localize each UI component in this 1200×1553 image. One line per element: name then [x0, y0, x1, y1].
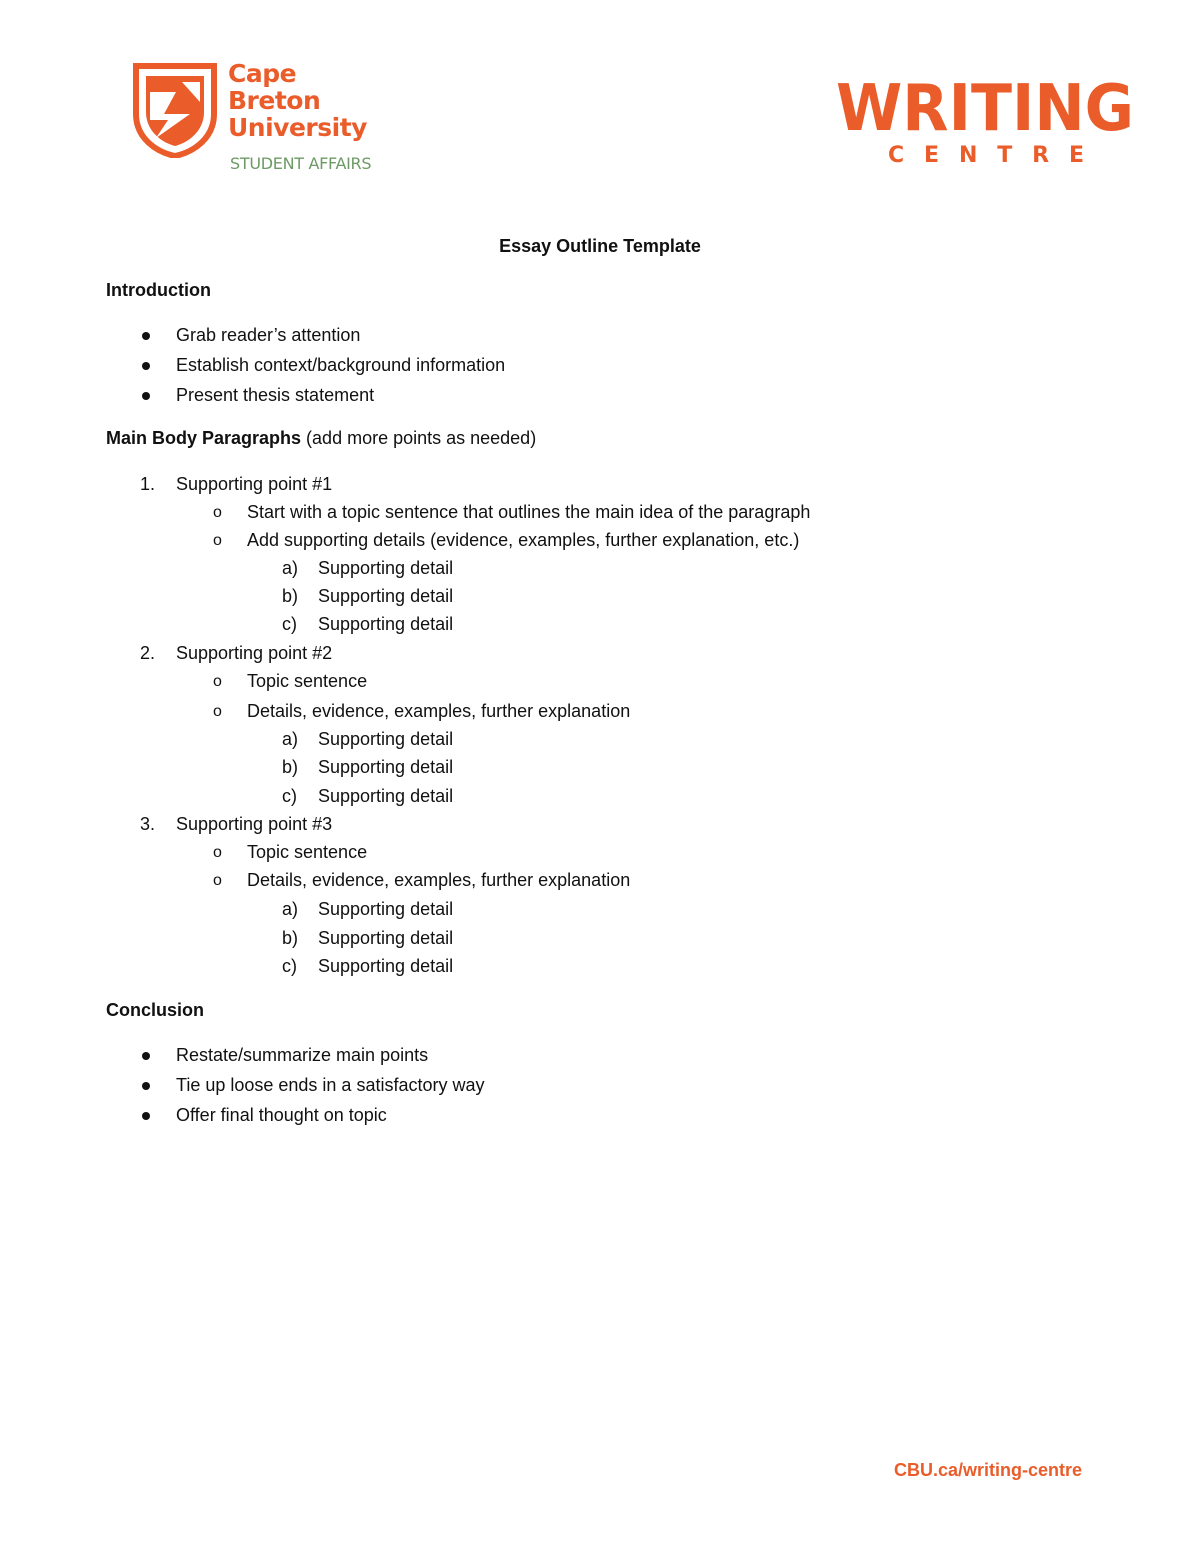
detail-text: Supporting detail — [318, 558, 454, 578]
main-body-heading-text: Main Body Paragraphs — [106, 428, 302, 448]
detail-marker: c) — [282, 956, 297, 976]
bullet-icon — [142, 362, 150, 370]
circle-bullet-icon: o — [213, 532, 222, 549]
conclusion-bullet-text: Tie up loose ends in a satisfactory way — [176, 1075, 485, 1095]
writing-centre-subword: CENTRE — [888, 143, 1084, 168]
circle-bullet-icon: o — [213, 504, 222, 521]
point-number: 2. — [140, 643, 156, 663]
circle-bullet-icon: o — [213, 673, 222, 690]
circle-bullet-icon: o — [213, 703, 222, 720]
point-number: 3. — [140, 814, 156, 834]
main-body-heading — [106, 428, 536, 449]
detail-text: Supporting detail — [318, 757, 454, 777]
cbu-name-line: University — [228, 113, 367, 142]
writing-centre-link[interactable]: CBU.ca/writing-centre — [894, 1460, 1083, 1480]
cbu-name-line: Cape — [228, 59, 297, 88]
conclusion-bullet-text: Restate/summarize main points — [176, 1045, 429, 1065]
subpoint-text: Details, evidence, examples, further explanation — [247, 870, 631, 890]
writing-centre-wordmark — [836, 70, 1136, 170]
bullet-icon — [142, 1082, 150, 1090]
detail-text: Supporting detail — [318, 928, 454, 948]
detail-text: Supporting detail — [318, 586, 454, 606]
bullet-icon — [142, 1112, 150, 1120]
detail-text: Supporting detail — [318, 956, 454, 976]
supporting-point-text: Supporting point #3 — [176, 814, 333, 834]
point-number: 1. — [140, 474, 156, 494]
intro-bullet-text: Establish context/background information — [176, 355, 506, 375]
detail-marker: b) — [282, 586, 299, 606]
cbu-student-affairs-logo — [132, 58, 382, 178]
detail-marker: c) — [282, 614, 297, 634]
detail-text: Supporting detail — [318, 614, 454, 634]
subpoint-text: Details, evidence, examples, further explanation — [247, 701, 631, 721]
detail-marker: a) — [282, 899, 299, 919]
supporting-point-text: Supporting point #2 — [176, 643, 333, 663]
circle-bullet-icon: o — [213, 844, 222, 861]
detail-marker: b) — [282, 928, 299, 948]
intro-bullet-text: Grab reader’s attention — [176, 325, 361, 345]
detail-marker: c) — [282, 786, 297, 806]
subpoint-text: Topic sentence — [247, 671, 368, 691]
writing-centre-logo — [836, 70, 1136, 170]
writing-centre-word: WRITING — [836, 72, 1134, 146]
introduction-heading: Introduction — [106, 280, 211, 300]
bullet-icon — [142, 1052, 150, 1060]
detail-text: Supporting detail — [318, 729, 454, 749]
bullet-icon — [142, 392, 150, 400]
detail-marker: a) — [282, 558, 299, 578]
subpoint-text: Start with a topic sentence that outlines the main idea of the paragraph — [247, 502, 811, 522]
cbu-wordmark — [228, 60, 367, 141]
circle-bullet-icon: o — [213, 872, 222, 889]
detail-marker: a) — [282, 729, 299, 749]
conclusion-bullet-text: Offer final thought on topic — [176, 1105, 387, 1125]
subpoint-text: Topic sentence — [247, 842, 368, 862]
document-title: Essay Outline Template — [499, 236, 701, 256]
detail-text: Supporting detail — [318, 786, 454, 806]
detail-text: Supporting detail — [318, 899, 454, 919]
bullet-icon — [142, 332, 150, 340]
cbu-name-line: Breton — [228, 86, 321, 115]
conclusion-heading: Conclusion — [106, 1000, 204, 1020]
supporting-point-text: Supporting point #1 — [176, 474, 333, 494]
cbu-shield-icon — [132, 62, 218, 158]
main-body-note: (add more points as needed) — [301, 428, 537, 448]
detail-marker: b) — [282, 757, 299, 777]
subpoint-text: Add supporting details (evidence, examples, further explanation, etc.) — [247, 530, 800, 550]
cbu-subtitle: STUDENT AFFAIRS — [230, 154, 372, 173]
intro-bullet-text: Present thesis statement — [176, 385, 375, 405]
